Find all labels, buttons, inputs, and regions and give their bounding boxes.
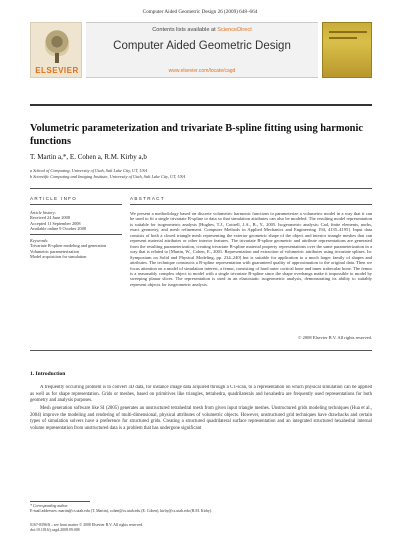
keyword-item: Volumetric parameterization [30, 248, 79, 254]
keyword-item: Model acquisition for simulation [30, 254, 87, 260]
abstract-heading: ABSTRACT [130, 196, 165, 201]
keywords-label: Keywords: [30, 238, 49, 243]
elsevier-logo[interactable] [30, 22, 82, 78]
body-paragraph: A frequently occurring problem is to convert 3D data, for instance image data acquired through a CT-scan, to a representation on which physical simulation can be applied as well as for shape representation. Grids or meshes, based on primitives like triangles, tetrahedra, quadrilaterals and hexahedra are frequently used representations for both geometry and analysis purposes. [30, 385, 372, 404]
journal-cover-thumbnail[interactable] [322, 22, 372, 78]
affiliation-a: a School of Computing, University of Utah, Salt Lake City, UT, USA [30, 168, 148, 173]
doi-line[interactable]: doi:10.1016/j.cagd.2008.09.008 [30, 528, 80, 532]
footnotes [30, 504, 230, 514]
keyword-item: Trivariate B-spline modeling and generation [30, 243, 107, 249]
info-rule [30, 204, 122, 205]
history-label: Article history: [30, 210, 57, 215]
article-info-heading: ARTICLE INFO [30, 196, 78, 201]
journal-title: Computer Aided Geometric Design [113, 40, 291, 52]
section-heading-introduction: 1. Introduction [30, 371, 66, 377]
author-list: T. Martin a,*, E. Cohen a, R.M. Kirby a,b [30, 153, 147, 161]
masthead-rule [30, 104, 372, 106]
affiliation-b: b Scientific Computing and Imaging Institute, University of Utah, Salt Lake City, UT, USA [30, 174, 186, 179]
email-addresses: E-mail addresses: martin@cs.utah.edu (T. Martin), cohen@cs.utah.edu (E. Cohen), kirby@cs.utah.edu (R.M. Kirby). [30, 509, 213, 513]
article-history [30, 210, 122, 232]
cover-decoration [329, 37, 357, 39]
header-rule [30, 188, 372, 189]
article-title: Volumetric parameterization and trivariate B-spline fitting using harmonic functions [30, 123, 363, 147]
journal-homepage-link[interactable]: www.elsevier.com/locate/cagd [168, 68, 236, 74]
abstract-text: We present a methodology based on discrete volumetric harmonic functions to parameterize a volumetric model in a way that it can be used to fit a single trivariate B-spline to data so that simulation attributes can also be modeled. The resulting model representation is suitable for isogeometric analysis [Hughes, T.J., Cottrell, J.A., B., Y., 2005. Isogeometric analysis: Cad, finite elements, nurbs, exact geometry, and mesh refinement. Computer Methods in Applied Mechanics and Engineering 194, 4135–4195]. Input data consists of both a closed triangle mesh representing the exterior geometric shape of the object and interior triangle meshes that can represent material attributes or other interior features. The trivariate B-spline geometric and attribute representations are generated from the resulting parameterization, creating trivariate B-spline material property representations over the same parameterization in a way that is related to [Martin, W., Cohen, E., 2001. Representation and extraction of volumetric attributes using trivariate splines. In: Symposium on Solid and Physical Modeling, pp. 234–240] but is suitable for application to a much larger family of shapes and attributes. The technique constructs a B-spline representation with guaranteed quality of approximation to the original data. Then we focus attention on a model of simulation interest, a femur, consisting of hard outer cortical bone and inner trabecular bone. The femur is a reasonably complex object to model with a single trivariate B-spline since the shape overhangs make it impossible to model by sweeping planar slices. The representation is used in an elastostatic isogeometric analysis, demonstrating its ability to suitably represent objects for isogeometric analysis. [130, 211, 372, 287]
journal-masthead [30, 18, 372, 86]
sciencedirect-link[interactable]: ScienceDirect [217, 27, 252, 33]
body-paragraph: Mesh generation software like SI (2005) generates an unstructured tetrahedral mesh from given input triangle meshes. Unstructured grids modeling techniques (Hua et al., 2004) improve the modeling and rendering of multi-dimensional, physical attributes of volumetric objects. However, unstructured grid techniques have drawbacks and certain types of simulation solvers have a preference for structured grids. Creating a structured quadrilateral surface representation and an integrated structured hexahedral internal volume representation from unstructured data is a problem that has undergone significant [30, 406, 372, 432]
cover-decoration [329, 31, 367, 33]
info-divider [30, 234, 122, 235]
contents-prefix: Contents lists available at [152, 27, 216, 33]
running-head: Computer Aided Geometric Design 26 (2009) 648–664 [142, 9, 258, 15]
journal-homepage [86, 68, 318, 74]
masthead-banner [86, 22, 318, 78]
abstract-rule [130, 204, 372, 205]
history-accepted: Accepted 11 September 2008 [30, 220, 81, 226]
contents-line [86, 27, 318, 33]
history-online: Available online 9 October 2008 [30, 226, 87, 232]
footnote-rule [30, 501, 90, 502]
publication-meta [30, 523, 230, 533]
abstract-copyright: © 2008 Elsevier B.V. All rights reserved. [298, 335, 372, 340]
abstract-bottom-rule [30, 350, 372, 351]
introduction-body [30, 385, 372, 497]
elsevier-tree-trunk [55, 53, 59, 63]
front-matter-line: 0167-8396/$ – see front matter © 2008 Elsevier B.V. All rights reserved. [30, 523, 144, 527]
history-received: Received 24 June 2008 [30, 215, 70, 221]
elsevier-wordmark: ELSEVIER [35, 66, 79, 75]
keywords-block [30, 238, 122, 260]
corresponding-author-note: * Corresponding author. [30, 504, 69, 508]
